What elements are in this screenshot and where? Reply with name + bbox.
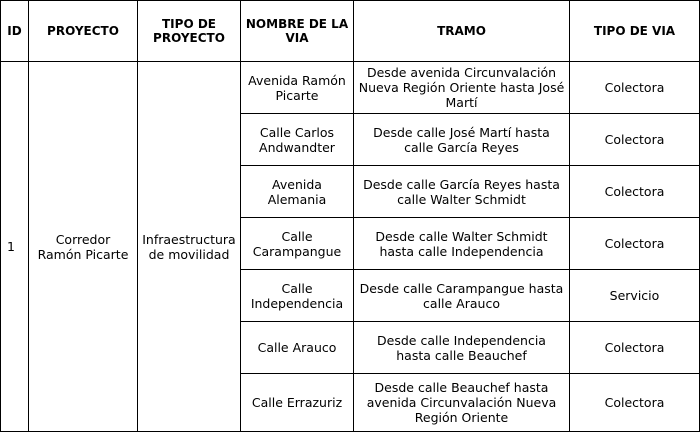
road-type: Colectora [570,166,700,218]
road-type: Servicio [570,270,700,322]
road-name: Calle Errazuriz [241,374,354,432]
road-section: Desde calle José Martí hasta calle García Reyes [354,114,570,166]
project-id: 1 [1,62,29,432]
road-type: Colectora [570,374,700,432]
header-tipo-proyecto: TIPO DE PROYECTO [138,1,241,62]
road-name: Calle Carlos Andwandter [241,114,354,166]
road-section: Desde calle Walter Schmidt hasta calle Independencia [354,218,570,270]
road-name: Avenida Ramón Picarte [241,62,354,114]
project-name: Corredor Ramón Picarte [29,62,138,432]
road-section: Desde calle Beauchef hasta avenida Circunvalación Nueva Región Oriente [354,374,570,432]
road-section: Desde calle Independencia hasta calle Beauchef [354,322,570,374]
road-name: Calle Arauco [241,322,354,374]
project-type: Infraestructura de movilidad [138,62,241,432]
road-section: Desde avenida Circunvalación Nueva Región Oriente hasta José Martí [354,62,570,114]
road-section: Desde calle Carampangue hasta calle Arauco [354,270,570,322]
road-type: Colectora [570,322,700,374]
road-name: Calle Carampangue [241,218,354,270]
header-tipo-via: TIPO DE VIA [570,1,700,62]
road-type: Colectora [570,62,700,114]
header-nombre-via: NOMBRE DE LA VIA [241,1,354,62]
road-section: Desde calle García Reyes hasta calle Walter Schmidt [354,166,570,218]
road-type: Colectora [570,114,700,166]
table-row [1,62,700,114]
header-id: ID [1,1,29,62]
road-type: Colectora [570,218,700,270]
header-proyecto: PROYECTO [29,1,138,62]
header-tramo: TRAMO [354,1,570,62]
road-name: Avenida Alemania [241,166,354,218]
road-name: Calle Independencia [241,270,354,322]
header-row [1,1,700,62]
